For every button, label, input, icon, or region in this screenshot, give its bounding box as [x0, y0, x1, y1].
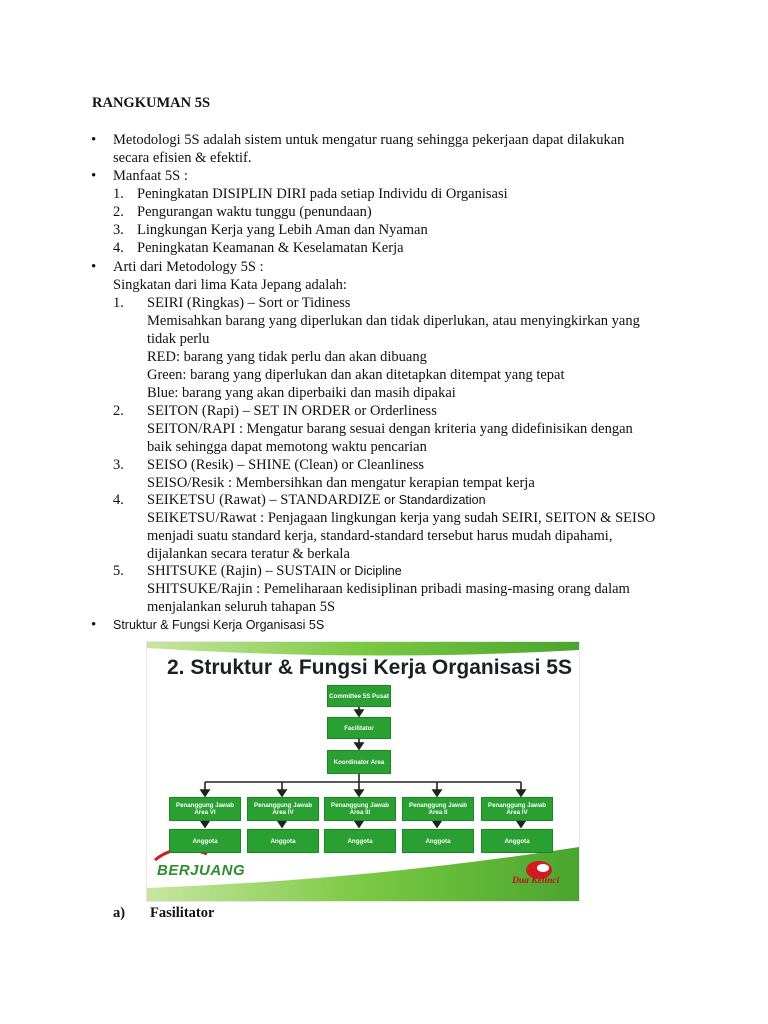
pj-box: Penanggung Jawab Area VI	[169, 797, 241, 821]
seiton-title: SEITON (Rapi) – SET IN ORDER or Orderliness	[147, 403, 437, 419]
arrowhead	[355, 743, 363, 749]
manfaat-item: Peningkatan Keamanan & Keselamatan Kerja	[137, 240, 404, 256]
pj-box: Penanggung Jawab Area IV	[247, 797, 319, 821]
arrowhead	[201, 790, 209, 796]
arrowhead	[278, 821, 286, 827]
manfaat-item: Pengurangan waktu tunggu (penundaan)	[137, 204, 372, 220]
shitsuke-title-tail: or Dicipline	[336, 564, 402, 578]
seiri-red: RED: barang yang tidak perlu dan akan dibuang	[147, 349, 427, 365]
seiri-green: Green: barang yang diperlukan dan akan ditetapkan ditempat yang tepat	[147, 367, 565, 383]
manfaat-heading: Manfaat 5S :	[113, 168, 188, 184]
page-title: RANGKUMAN 5S	[92, 95, 211, 111]
slide-title: 2. Struktur & Fungsi Kerja Organisasi 5S	[167, 656, 572, 679]
seiketsu-desc: dijalankan secara teratur & berkala	[147, 546, 350, 562]
koordinator-box: Koordinator Area	[327, 750, 391, 774]
seiton-desc: baik sehingga dapat memotong waktu pencarian	[147, 439, 427, 455]
anggota-box: Anggota	[481, 829, 553, 853]
top-band	[147, 642, 579, 656]
seiketsu-title-main: SEIKETSU (Rawat) – STANDARDIZE	[147, 492, 381, 508]
seiso-title: SEISO (Resik) – SHINE (Clean) or Cleanliness	[147, 457, 425, 473]
seiri-blue: Blue: barang yang akan diperbaiki dan masih dipakai	[147, 385, 456, 401]
seiri-desc: tidak perlu	[147, 331, 210, 347]
seiketsu-title-tail: or Standardization	[380, 493, 486, 507]
seiri-desc: Memisahkan barang yang diperlukan dan tidak diperlukan, atau menyingkirkan yang	[147, 313, 640, 329]
subsection-label: a)	[113, 905, 126, 921]
pj-box: Penanggung Jawab Area IV	[481, 797, 553, 821]
manfaat-item: Lingkungan Kerja yang Lebih Aman dan Nyaman	[137, 222, 428, 238]
seiketsu-title	[147, 491, 486, 509]
shitsuke-num: 5.	[113, 563, 124, 579]
seiketsu-num: 4.	[113, 492, 124, 508]
intro-line-2: secara efisien & efektif.	[113, 150, 252, 166]
seiso-num: 3.	[113, 457, 124, 473]
arrowhead	[517, 821, 525, 827]
rabbit-logo-detail	[537, 864, 549, 872]
arrowhead	[517, 790, 525, 796]
seiketsu-desc: SEIKETSU/Rawat : Penjagaan lingkungan kerja yang sudah SEIRI, SEITON & SEISO	[147, 510, 656, 526]
bullet-icon: •	[91, 259, 97, 275]
arrowhead	[355, 710, 363, 716]
anggota-box: Anggota	[402, 829, 474, 853]
arrowhead	[433, 790, 441, 796]
arti-subheading: Singkatan dari lima Kata Jepang adalah:	[113, 277, 347, 293]
bullet-icon: •	[91, 617, 97, 633]
seiso-desc: SEISO/Resik : Membersihkan dan mengatur kerapian tempat kerja	[147, 475, 535, 491]
seiton-desc: SEITON/RAPI : Mengatur barang sesuai dengan kriteria yang didefinisikan dengan	[147, 421, 633, 437]
manfaat-num: 3.	[113, 222, 124, 238]
pj-box: Penanggung Jawab Area III	[324, 797, 396, 821]
seiketsu-desc: menjadi suatu standard kerja, standard-standard tersebut harus mudah dipahami,	[147, 528, 613, 544]
manfaat-item: Peningkatan DISIPLIN DIRI pada setiap Individu di Organisasi	[137, 186, 508, 202]
anggota-box: Anggota	[169, 829, 241, 853]
seiton-num: 2.	[113, 403, 124, 419]
seiri-title: SEIRI (Ringkas) – Sort or Tidiness	[147, 295, 351, 311]
arrowhead	[355, 821, 363, 827]
pj-box: Penanggung Jawab Area II	[402, 797, 474, 821]
committee-box: Committee 5S Pusat	[327, 685, 391, 707]
arrowhead	[278, 790, 286, 796]
anggota-box: Anggota	[247, 829, 319, 853]
bullet-icon: •	[91, 132, 97, 148]
manfaat-num: 2.	[113, 204, 124, 220]
shitsuke-title-main: SHITSUKE (Rajin) – SUSTAIN	[147, 563, 337, 579]
manfaat-num: 1.	[113, 186, 124, 202]
bullet-icon: •	[91, 168, 97, 184]
dua-kelinci-logo: Dua Kelinci	[512, 876, 560, 886]
arrowhead	[355, 790, 363, 796]
seiri-num: 1.	[113, 295, 124, 311]
struktur-heading: Struktur & Fungsi Kerja Organisasi 5S	[113, 618, 325, 632]
arti-heading: Arti dari Metodology 5S :	[113, 259, 264, 275]
org-chart-figure	[146, 641, 580, 902]
intro-line-1: Metodologi 5S adalah sistem untuk mengatur ruang sehingga pekerjaan dapat dilakukan	[113, 132, 625, 148]
manfaat-num: 4.	[113, 240, 124, 256]
shitsuke-desc: SHITSUKE/Rajin : Pemeliharaan kedisiplinan pribadi masing-masing orang dalam	[147, 581, 630, 597]
anggota-box: Anggota	[324, 829, 396, 853]
arrowhead	[433, 821, 441, 827]
shitsuke-title	[147, 562, 402, 580]
shitsuke-desc: menjalankan seluruh tahapan 5S	[147, 599, 336, 615]
facilitator-box: Facilitator	[327, 717, 391, 739]
arrowhead	[201, 821, 209, 827]
subsection-title: Fasilitator	[150, 905, 215, 921]
berjuang-logo: BERJUANG	[157, 862, 246, 879]
